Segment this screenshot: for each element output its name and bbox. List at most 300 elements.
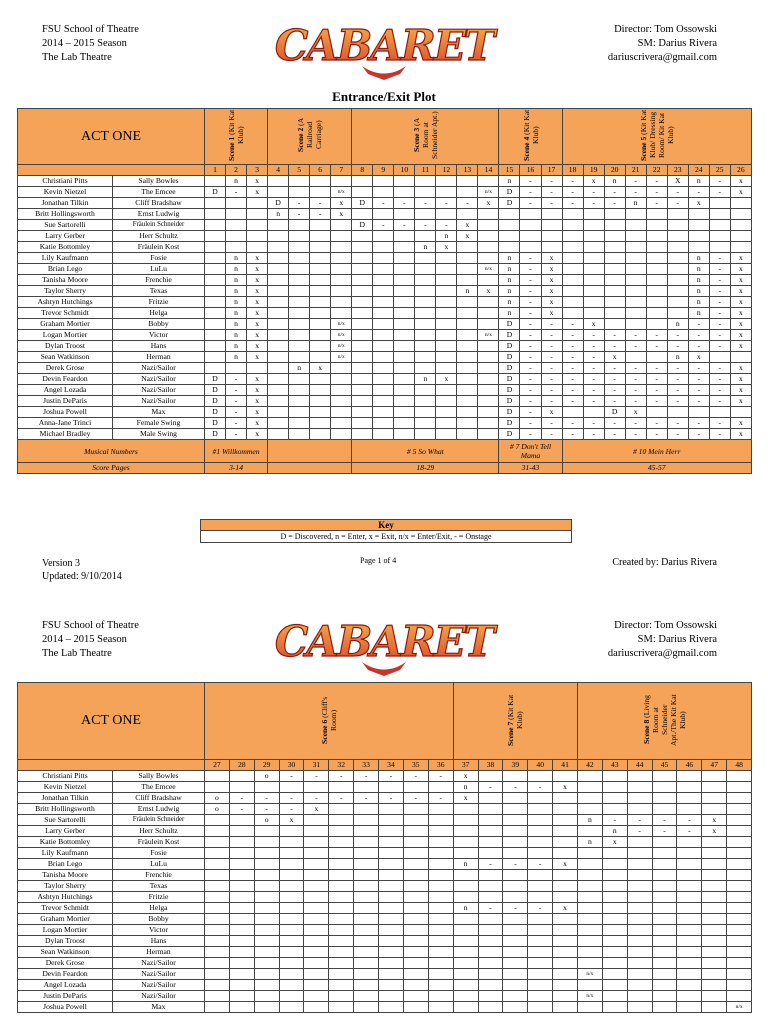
cue-cell	[528, 991, 553, 1002]
cue-cell	[727, 848, 752, 859]
cue-cell	[602, 969, 627, 980]
actor-name: Brian Lego	[18, 859, 113, 870]
role-name: Texas	[113, 881, 205, 892]
cue-cell: -	[562, 385, 583, 396]
cue-cell: -	[403, 771, 428, 782]
cue-number: 3	[247, 165, 268, 176]
cue-cell	[453, 892, 478, 903]
cue-cell: x	[702, 826, 727, 837]
cue-cell: x	[247, 341, 268, 352]
actor-name: Sean Watkinson	[18, 947, 113, 958]
cue-cell: x	[436, 242, 457, 253]
cue-cell: n	[415, 374, 436, 385]
cue-cell	[602, 848, 627, 859]
cue-number: 21	[625, 165, 646, 176]
cue-cell: x	[730, 330, 751, 341]
cue-cell	[268, 253, 289, 264]
cue-cell: x	[730, 253, 751, 264]
cue-cell	[226, 363, 247, 374]
scene-label	[227, 109, 245, 161]
cue-cell	[289, 352, 310, 363]
cue-cell	[520, 220, 541, 231]
cue-cell	[415, 429, 436, 440]
key-title: Key	[201, 520, 571, 531]
actor-name: Devin Feardon	[18, 374, 113, 385]
scene-name: Scene 3	[411, 127, 421, 153]
table-row	[18, 374, 752, 385]
musical-number	[268, 440, 352, 463]
cue-cell	[436, 396, 457, 407]
cue-cell	[667, 308, 688, 319]
cue-cell	[403, 903, 428, 914]
scene-label	[412, 109, 439, 161]
cue-cell	[279, 958, 304, 969]
cue-cell: -	[583, 396, 604, 407]
cue-cell	[727, 903, 752, 914]
cue-cell: x	[553, 859, 578, 870]
scene-header	[352, 109, 499, 165]
cue-cell: -	[541, 341, 562, 352]
cue-cell	[373, 418, 394, 429]
cue-cell	[268, 374, 289, 385]
cue-cell	[310, 407, 331, 418]
cue-cell	[352, 352, 373, 363]
cue-cell	[627, 969, 652, 980]
cue-cell	[436, 341, 457, 352]
table-row	[18, 209, 752, 220]
cue-cell	[428, 881, 453, 892]
cue-cell	[415, 363, 436, 374]
cue-cell	[331, 231, 352, 242]
cue-cell	[331, 363, 352, 374]
cue-number: 9	[373, 165, 394, 176]
cue-cell	[373, 187, 394, 198]
cue-cell	[304, 892, 329, 903]
cue-cell	[268, 330, 289, 341]
organization-block	[42, 23, 139, 65]
scene-name: Scene 6	[319, 718, 329, 744]
cue-cell	[229, 870, 254, 881]
cue-cell: -	[625, 418, 646, 429]
cue-cell	[205, 925, 230, 936]
role-name: Cliff Bradshaw	[113, 198, 205, 209]
cue-cell: -	[428, 793, 453, 804]
role-name: Frenchie	[113, 870, 205, 881]
table-row	[18, 793, 752, 804]
cue-cell	[702, 991, 727, 1002]
cue-cell: x	[331, 209, 352, 220]
cue-cell	[553, 870, 578, 881]
role-name: Victor	[113, 925, 205, 936]
cue-cell	[394, 363, 415, 374]
cue-cell	[289, 286, 310, 297]
role-name: The Emcee	[113, 782, 205, 793]
cue-cell	[627, 925, 652, 936]
cue-cell: n	[499, 286, 520, 297]
cue-cell: n	[226, 253, 247, 264]
actor-name: Graham Mortier	[18, 914, 113, 925]
cue-cell: n/x	[478, 330, 499, 341]
cue-cell	[247, 209, 268, 220]
role-name: Nazi/Sailor	[113, 991, 205, 1002]
cue-cell: -	[310, 209, 331, 220]
cue-cell: o	[254, 771, 279, 782]
cue-cell	[310, 187, 331, 198]
cue-cell: n	[499, 253, 520, 264]
cue-cell	[373, 319, 394, 330]
table-row	[18, 429, 752, 440]
cue-cell	[205, 969, 230, 980]
cue-cell	[604, 242, 625, 253]
cue-cell	[304, 859, 329, 870]
role-name: Fosie	[113, 848, 205, 859]
cue-cell	[677, 947, 702, 958]
cue-cell: n	[226, 176, 247, 187]
scene-header	[205, 109, 268, 165]
cue-cell: -	[562, 352, 583, 363]
cue-cell: -	[415, 198, 436, 209]
cue-cell	[415, 231, 436, 242]
cue-cell	[627, 991, 652, 1002]
cue-cell	[627, 1002, 652, 1013]
cue-cell	[394, 264, 415, 275]
cue-cell	[702, 804, 727, 815]
cue-cell	[667, 220, 688, 231]
cue-cell	[279, 903, 304, 914]
cue-cell	[730, 407, 751, 418]
cue-cell: -	[625, 176, 646, 187]
actor-name: Derek Grose	[18, 958, 113, 969]
cue-cell	[205, 881, 230, 892]
cue-number: 7	[331, 165, 352, 176]
cue-cell	[428, 804, 453, 815]
cue-cell	[578, 936, 603, 947]
cue-cell: -	[583, 187, 604, 198]
cue-cell	[652, 936, 677, 947]
cue-cell	[329, 1002, 354, 1013]
cue-cell	[702, 1002, 727, 1013]
cue-cell	[354, 826, 379, 837]
cue-cell	[331, 264, 352, 275]
cue-cell	[394, 407, 415, 418]
cue-cell	[652, 848, 677, 859]
cue-cell	[354, 958, 379, 969]
cue-cell	[379, 969, 404, 980]
cue-cell	[394, 429, 415, 440]
cue-cell	[499, 242, 520, 253]
cue-cell	[652, 914, 677, 925]
cue-cell	[304, 826, 329, 837]
cue-cell: -	[562, 176, 583, 187]
cue-cell	[627, 947, 652, 958]
cue-cell	[268, 308, 289, 319]
cue-cell	[627, 903, 652, 914]
cue-cell	[205, 275, 226, 286]
cue-cell: D	[352, 220, 373, 231]
cue-cell	[428, 848, 453, 859]
cue-cell	[478, 804, 503, 815]
cue-cell	[379, 947, 404, 958]
cabaret-logo	[274, 610, 494, 678]
cue-cell	[394, 330, 415, 341]
cue-cell	[652, 881, 677, 892]
actor-name: Sue Sartorelli	[18, 815, 113, 826]
cue-cell: x	[730, 264, 751, 275]
cue-cell	[205, 231, 226, 242]
cue-cell: n	[268, 209, 289, 220]
actor-name: Tanisha Moore	[18, 275, 113, 286]
cue-cell	[428, 837, 453, 848]
cue-cell	[436, 308, 457, 319]
cue-cell	[226, 242, 247, 253]
cue-cell	[379, 925, 404, 936]
cue-cell	[289, 418, 310, 429]
cue-cell: x	[730, 187, 751, 198]
cue-cell	[457, 176, 478, 187]
cue-cell	[403, 892, 428, 903]
cue-cell	[415, 253, 436, 264]
svg-text:CABARET: CABARET	[274, 21, 494, 70]
cue-cell: x	[553, 782, 578, 793]
cue-cell	[702, 881, 727, 892]
cue-cell: -	[627, 815, 652, 826]
cue-cell	[478, 848, 503, 859]
cue-cell	[727, 914, 752, 925]
cue-cell	[205, 837, 230, 848]
cue-cell	[289, 396, 310, 407]
cue-cell	[503, 1002, 528, 1013]
scene-location: (Cliff's Room)	[319, 695, 338, 731]
cue-cell	[727, 793, 752, 804]
cue-cell	[578, 859, 603, 870]
cue-cell	[415, 308, 436, 319]
cue-cell	[373, 275, 394, 286]
cue-cell: -	[229, 793, 254, 804]
cue-cell	[352, 418, 373, 429]
cue-cell	[205, 341, 226, 352]
cue-cell: n	[688, 286, 709, 297]
cue-cell	[578, 804, 603, 815]
cue-cell: -	[625, 363, 646, 374]
cue-cell	[352, 264, 373, 275]
cue-cell: x	[247, 308, 268, 319]
cue-cell	[625, 231, 646, 242]
org-line: FSU School of Theatre	[42, 24, 139, 35]
role-name: Fritzie	[113, 892, 205, 903]
cue-cell	[304, 815, 329, 826]
scene-location: (Kit Kat Klub/ Dressing Room/ Kit Kat Klub)	[638, 109, 675, 159]
role-name: Bobby	[113, 319, 205, 330]
cue-cell	[553, 947, 578, 958]
role-name: Herman	[113, 352, 205, 363]
cue-cell	[503, 793, 528, 804]
actor-name: Justin DeParis	[18, 991, 113, 1002]
cue-cell	[457, 352, 478, 363]
cue-cell	[268, 220, 289, 231]
cue-cell: -	[436, 198, 457, 209]
cue-cell	[457, 374, 478, 385]
cue-cell: -	[667, 429, 688, 440]
scene-name: Scene 2	[296, 127, 306, 153]
cue-cell	[354, 804, 379, 815]
cue-cell: o	[205, 804, 230, 815]
cue-cell	[279, 991, 304, 1002]
cue-cell: n	[604, 176, 625, 187]
cue-cell	[310, 308, 331, 319]
cue-cell: D	[499, 352, 520, 363]
cue-cell	[627, 936, 652, 947]
cue-cell	[528, 771, 553, 782]
cue-cell	[453, 980, 478, 991]
cue-cell	[709, 242, 730, 253]
cue-cell: n/x	[727, 1002, 752, 1013]
cue-number-row	[18, 165, 752, 176]
cue-cell	[352, 176, 373, 187]
cue-cell	[453, 958, 478, 969]
cue-cell	[503, 881, 528, 892]
cue-cell	[553, 848, 578, 859]
cue-cell	[268, 352, 289, 363]
cue-cell	[279, 870, 304, 881]
cue-number: 16	[520, 165, 541, 176]
role-name: Fräulein Kost	[113, 242, 205, 253]
cue-cell	[205, 209, 226, 220]
cue-cell	[625, 220, 646, 231]
cue-cell	[646, 352, 667, 363]
cue-number: 46	[677, 760, 702, 771]
cue-cell	[578, 980, 603, 991]
cue-cell	[602, 991, 627, 1002]
role-name: Nazi/Sailor	[113, 363, 205, 374]
cue-cell: -	[562, 429, 583, 440]
cue-cell	[373, 176, 394, 187]
cue-cell: -	[646, 418, 667, 429]
cue-cell: n	[436, 231, 457, 242]
cue-cell	[709, 407, 730, 418]
cue-cell	[478, 793, 503, 804]
cue-cell	[373, 264, 394, 275]
cue-cell	[394, 385, 415, 396]
actor-name: Sean Watkinson	[18, 352, 113, 363]
cue-cell	[310, 220, 331, 231]
cue-cell	[528, 925, 553, 936]
cue-cell	[268, 286, 289, 297]
org-line: 2014 – 2015 Season	[42, 634, 127, 645]
table-row	[18, 848, 752, 859]
cue-cell	[541, 209, 562, 220]
cue-cell	[289, 176, 310, 187]
cue-cell	[205, 198, 226, 209]
cue-cell: x	[730, 341, 751, 352]
cue-cell: x	[541, 286, 562, 297]
cue-cell	[352, 341, 373, 352]
role-name: Victor	[113, 330, 205, 341]
cue-cell	[279, 925, 304, 936]
cue-cell: -	[604, 374, 625, 385]
cue-cell	[329, 892, 354, 903]
cue-cell: -	[520, 341, 541, 352]
cue-cell	[354, 859, 379, 870]
cue-cell: -	[604, 363, 625, 374]
cue-cell: -	[677, 826, 702, 837]
cue-cell	[457, 396, 478, 407]
cue-cell	[553, 815, 578, 826]
cue-cell	[373, 330, 394, 341]
cue-cell: x	[247, 297, 268, 308]
role-name: Hans	[113, 341, 205, 352]
cue-cell	[578, 947, 603, 958]
cue-cell: D	[499, 418, 520, 429]
cue-cell	[415, 330, 436, 341]
cue-cell: x	[541, 308, 562, 319]
cue-cell: n	[688, 297, 709, 308]
cue-cell: -	[436, 220, 457, 231]
scene-name: Scene 5	[638, 136, 648, 161]
cue-cell	[709, 198, 730, 209]
cue-cell	[329, 804, 354, 815]
cue-cell	[205, 1002, 230, 1013]
cue-cell	[329, 958, 354, 969]
org-line: The Lab Theatre	[42, 52, 112, 63]
role-name: Fräulein Kost	[113, 837, 205, 848]
cue-cell	[627, 804, 652, 815]
cue-cell: x	[247, 407, 268, 418]
cue-cell	[254, 1002, 279, 1013]
cue-cell	[727, 881, 752, 892]
cue-cell	[652, 892, 677, 903]
cue-cell	[254, 859, 279, 870]
cue-cell	[453, 1002, 478, 1013]
cue-cell: -	[520, 297, 541, 308]
cue-cell	[428, 859, 453, 870]
cue-cell	[205, 958, 230, 969]
cue-cell	[553, 804, 578, 815]
role-name: Bobby	[113, 914, 205, 925]
actor-name: Kevin Nietzel	[18, 187, 113, 198]
role-name: Nazi/Sailor	[113, 374, 205, 385]
cue-number: 47	[702, 760, 727, 771]
cue-cell	[478, 1002, 503, 1013]
cue-cell	[730, 231, 751, 242]
cue-cell	[503, 771, 528, 782]
cue-cell	[304, 903, 329, 914]
cue-cell: n	[499, 264, 520, 275]
cue-cell	[478, 385, 499, 396]
cue-cell	[352, 308, 373, 319]
cue-cell	[667, 242, 688, 253]
cue-cell	[478, 341, 499, 352]
cue-number: 30	[279, 760, 304, 771]
cue-cell	[415, 275, 436, 286]
cue-cell	[646, 275, 667, 286]
cue-cell: -	[583, 418, 604, 429]
entrance-exit-table	[17, 682, 752, 1013]
cue-cell: x	[730, 176, 751, 187]
cue-cell	[379, 859, 404, 870]
table-row	[18, 936, 752, 947]
cue-cell	[254, 837, 279, 848]
cue-cell: x	[604, 352, 625, 363]
cue-cell	[627, 782, 652, 793]
cue-cell	[478, 242, 499, 253]
table-row	[18, 385, 752, 396]
cue-cell	[583, 242, 604, 253]
cue-cell	[289, 407, 310, 418]
scene-location: (Kit Kat Klub)	[521, 109, 540, 144]
cue-cell: -	[688, 187, 709, 198]
cue-cell	[627, 914, 652, 925]
cue-cell: x	[304, 804, 329, 815]
